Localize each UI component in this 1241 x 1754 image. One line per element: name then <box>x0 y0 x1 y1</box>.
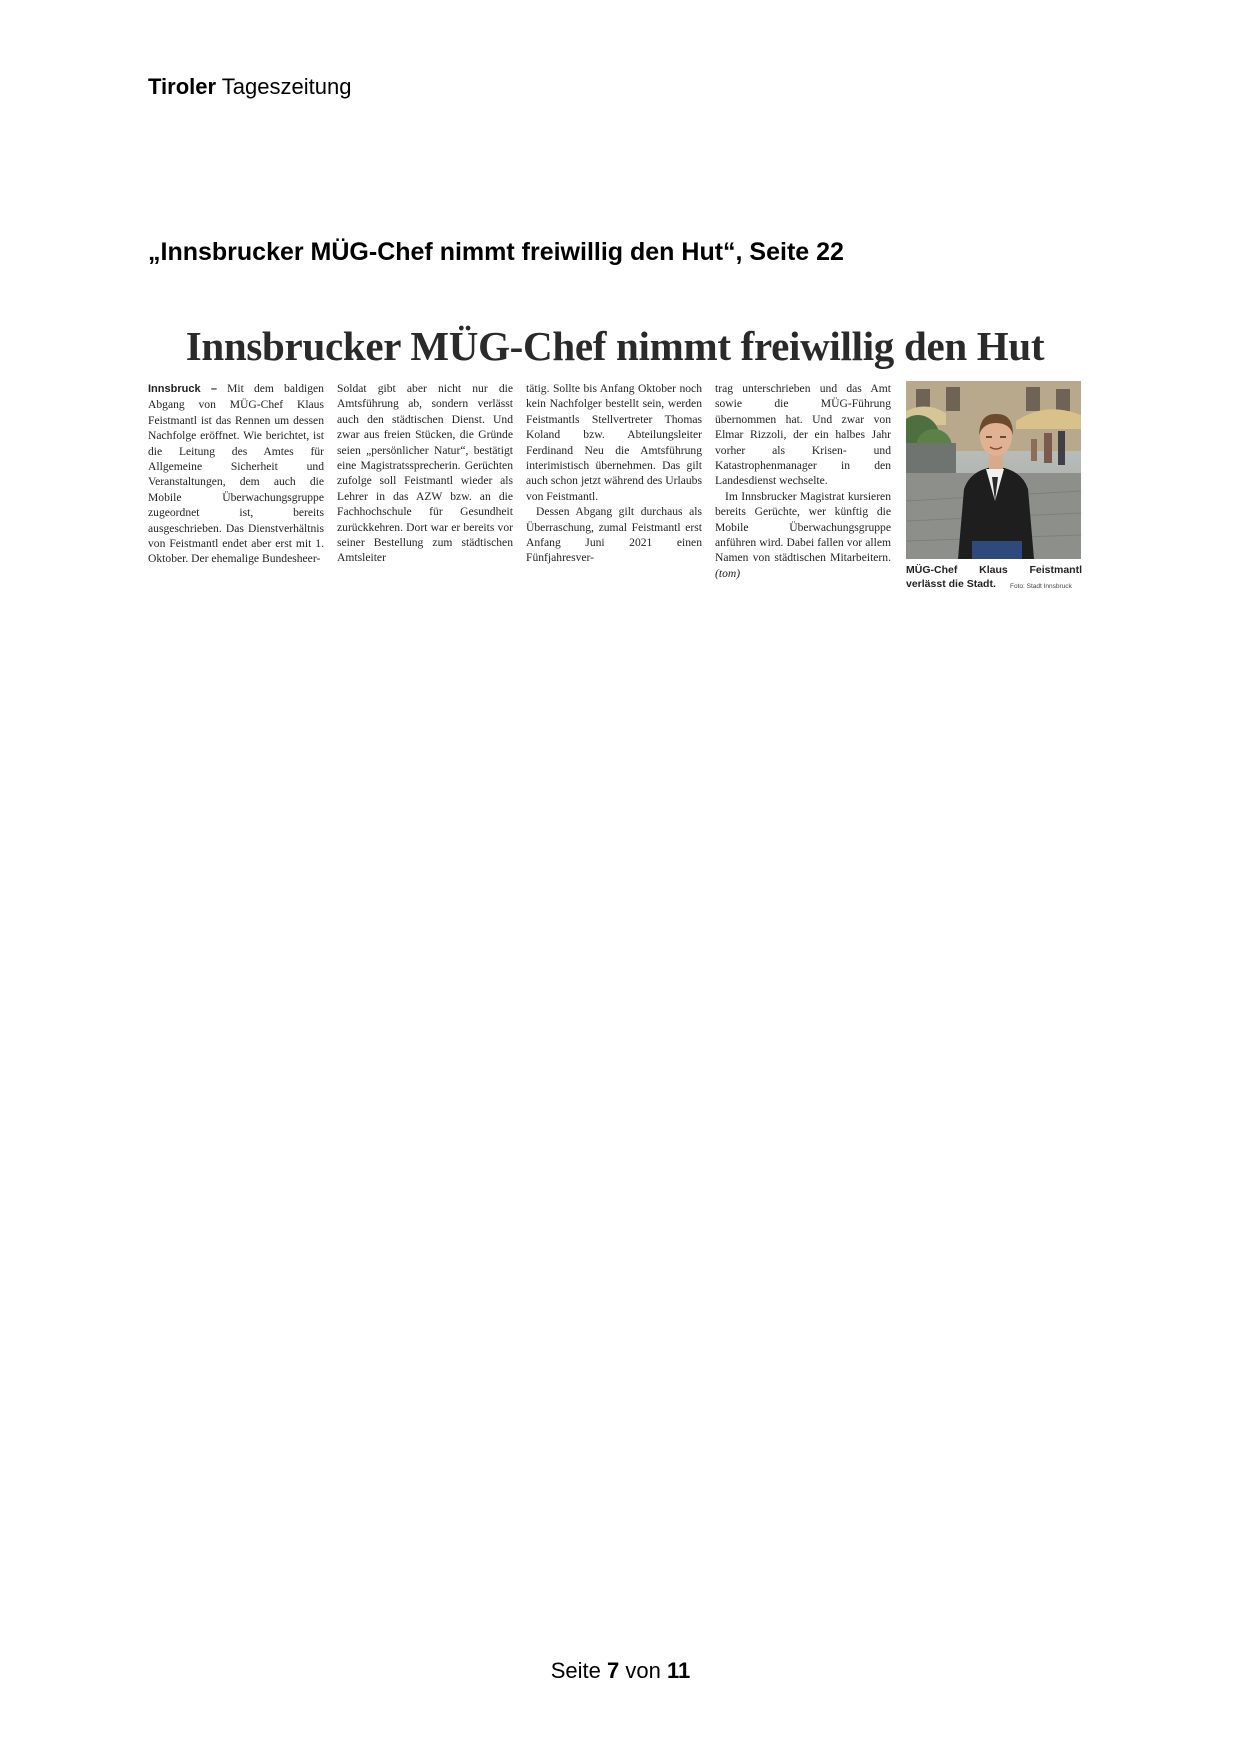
column-1-text: Mit dem baldigen Abgang von MÜG-Chef Klaus Feistmantl ist das Rennen um dessen Nachfolge eröffnet. Wie berichtet, ist die Leitung des Amtes für Allgemeine Sicherheit und Veranstaltungen, dem auch die Mobile Überwachungsgruppe zugeordnet ist, bereits ausgeschrieben. Das Dienstverhältnis von Feistmantl endet aber erst mit 1. Oktober. Der ehemalige Bundesheer- <box>148 382 324 566</box>
photo-caption: MÜG-Chef Klaus Feistmantl verlässt die Stadt. <box>906 564 1082 590</box>
article-column-4 <box>715 381 891 591</box>
clipping-headline: Innsbrucker MÜG-Chef nimmt freiwillig den Hut <box>185 323 1045 369</box>
newspaper-clipping <box>148 320 1082 600</box>
column-4-paragraph-2 <box>715 489 891 581</box>
article-column-1 <box>148 381 324 591</box>
total-pages: 11 <box>667 1658 691 1683</box>
column-4-paragraph-1: trag unterschrieben und das Amt sowie die MÜG-Führung übernommen hat. Und zwar von Elmar Rizzoli, der ein halbes Jahr vorher als Krisen- und Katastrophenmanager in den Landesdienst wechselte. <box>715 382 891 488</box>
publication-name-bold: Tiroler <box>148 74 217 99</box>
photo-credit: Foto: Stadt Innsbruck <box>1010 583 1072 590</box>
page-separator: von <box>625 1658 661 1683</box>
page-label: Seite <box>550 1658 601 1683</box>
column-2-text: Soldat gibt aber nicht nur die Amtsführung ab, sondern verlässt auch den städtischen Dienst. Und zwar aus freien Stücken, die Gründe seien „persönlicher Natur“, bestätigt eine Magistratssprecherin. Gerüchten zufolge soll Feistmantl wieder als Lehrer in das AZW bzw. an die Fachhochschule für Gesundheit zurückkehren. Dort war er bereits vor seiner Bestellung zum städtischen Amtsleiter <box>337 382 513 565</box>
article-column-2 <box>337 381 513 591</box>
article-column-3 <box>526 381 702 591</box>
column-3-paragraph-1: tätig. Sollte bis Anfang Oktober noch kein Nachfolger bestellt sein, werden Feistmantls Stellvertreter Thomas Koland bzw. Abteilungsleiter Ferdinand Neu die Amtsführung interimistisch übernehmen. Das gilt auch schon jetzt während des Urlaubs von Feistmantl. <box>526 382 702 503</box>
publication-name-rest: Tageszeitung <box>221 74 352 99</box>
portrait-photo <box>906 381 1081 881</box>
column-4-paragraph-2-text: Im Innsbrucker Magistrat kursieren bereits Gerüchte, wer künftig die Mobile Überwachungsgruppe anführen wird. Dabei fallen vor allem Namen von städtischen Mitarbeitern. <box>715 489 891 565</box>
column-3-paragraph-2: Dessen Abgang gilt durchaus als Überraschung, zumal Feistmantl erst Anfang Juni 2021 einen Fünfjahresver- <box>526 505 702 565</box>
article-reference-title: „Innsbrucker MÜG-Chef nimmt freiwillig den Hut“, Seite 22 <box>148 238 844 266</box>
portrait-photo-icon <box>906 381 1081 559</box>
author-signature: (tom) <box>715 566 741 580</box>
publication-name <box>148 73 351 101</box>
dateline: Innsbruck – <box>148 383 217 395</box>
current-page: 7 <box>607 1658 620 1683</box>
page-number <box>0 1657 1241 1685</box>
